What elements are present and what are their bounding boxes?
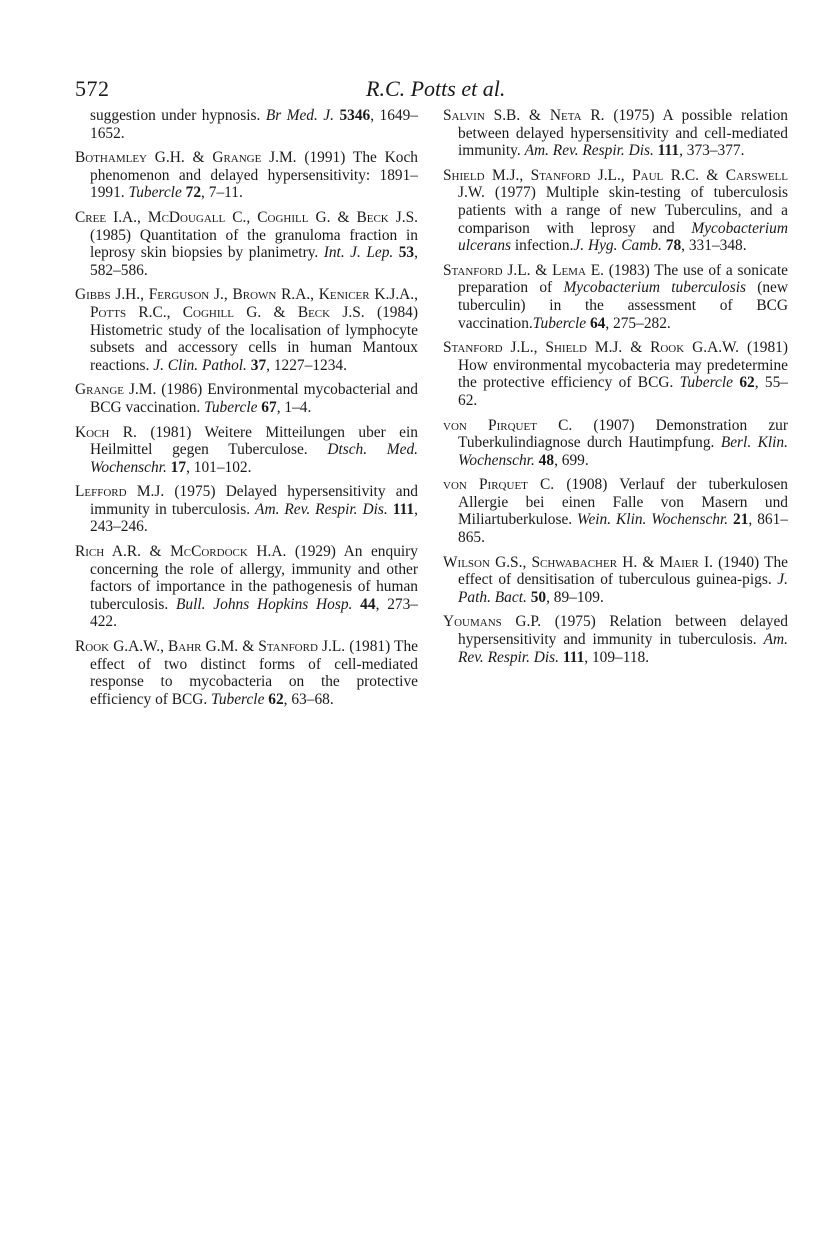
reference-pages: , 273–422. xyxy=(90,595,418,631)
reference-entry xyxy=(75,286,418,374)
reference-journal: Int. J. Lep. xyxy=(323,244,394,262)
reference-volume: 17 xyxy=(170,458,187,476)
reference-column-left xyxy=(75,107,418,715)
reference-volume: 62 xyxy=(268,690,284,708)
reference-authors: Rich A.R. & McCordock H.A. xyxy=(75,543,287,561)
reference-pages: , 582–586. xyxy=(90,244,418,279)
reference-journal: Br Med. J. xyxy=(265,107,334,124)
reference-volume: 72 xyxy=(185,184,202,202)
reference-title: (1984) Histometric study of the localisation of lymphocyte subsets and accessory cells in human Mantoux reactions. xyxy=(90,303,418,374)
reference-entry xyxy=(443,476,788,546)
reference-authors: Koch R. xyxy=(75,423,137,441)
reference-authors: Bothamley G.H. & Grange J.M. xyxy=(75,149,297,167)
reference-entry xyxy=(443,167,788,255)
reference-title: (1975) Relation between delayed hypersensitivity and immunity in tuberculosis. xyxy=(458,613,788,649)
reference-volume: 64 xyxy=(589,314,606,332)
reference-title: (1929) An enquiry concerning the role of allergy, immunity and other factors of importance in the pathogenesis of human tuberculosis. xyxy=(90,543,418,613)
reference-title: (1983) The use of a sonicate preparation of xyxy=(458,261,788,297)
reference-volume: 21 xyxy=(733,511,749,529)
reference-pages: , 55–62. xyxy=(458,374,788,409)
reference-volume: 78 xyxy=(665,237,682,255)
reference-journal: Am. Rev. Respir. Dis. xyxy=(255,500,388,518)
running-head: R.C. Potts et al. xyxy=(366,76,506,101)
reference-title: suggestion under hypnosis. xyxy=(90,107,261,124)
reference-italic-term: Mycobacterium ulcerans xyxy=(458,219,788,255)
reference-pages: , 89–109. xyxy=(546,588,604,606)
reference-title: (1981) Weitere Mitteilungen uber ein Heilmittel gegen Tuberculose. xyxy=(90,423,418,459)
reference-journal: J. Hyg. Camb. xyxy=(573,237,662,255)
reference-authors: Youmans G.P. xyxy=(443,613,542,631)
reference-journal: Wein. Klin. Wochenschr. xyxy=(577,511,729,529)
reference-pages: , 1649–1652. xyxy=(90,107,418,142)
reference-authors: Shield M.J., Stanford J.L., Paul R.C. & Carswell J.W. xyxy=(443,166,788,202)
reference-title: (1977) Multiple skin-testing of tuberculosis patients with a range of new Tuberculins, and a comparison with leprosy and xyxy=(458,184,788,237)
reference-title: (1940) The effect of densitisation of tuberculous guinea-pigs. xyxy=(458,553,788,589)
reference-entry xyxy=(75,107,418,142)
reference-pages: , 1–4. xyxy=(276,398,312,416)
reference-pages: , 699. xyxy=(554,451,589,469)
reference-title-cont: (new tuberculin) in the assessment of BCG vaccination. xyxy=(458,279,789,332)
reference-entry xyxy=(75,424,418,477)
reference-pages: , 1227–1234. xyxy=(266,356,347,374)
reference-volume: 111 xyxy=(562,648,585,666)
reference-journal: Tubercle xyxy=(128,184,182,202)
reference-title: (1981) The effect of two distinct forms of cell-mediated response to mycobacteria on the protective efficiency of BCG. xyxy=(90,638,418,708)
reference-title: (1975) Delayed hypersensitivity and immunity in tuberculosis. xyxy=(90,483,418,518)
reference-journal: Dtsch. Med. Wochenschr. xyxy=(90,441,418,476)
reference-volume: 62 xyxy=(739,374,755,392)
reference-pages: , 275–282. xyxy=(605,314,671,332)
reference-journal: Tubercle xyxy=(532,314,587,332)
reference-pages: , 7–11. xyxy=(201,184,243,202)
reference-pages: , 373–377. xyxy=(679,142,745,160)
reference-journal: Bull. Johns Hopkins Hosp. xyxy=(176,595,353,613)
reference-volume: 53 xyxy=(398,244,415,262)
reference-journal: J. Clin. Pathol. xyxy=(153,356,247,374)
reference-title: (1986) Environmental mycobacterial and BCG vaccination. xyxy=(90,381,418,416)
reference-title: (1991) The Koch phenomenon and delayed hypersensitivity: 1891–1991. xyxy=(90,149,419,202)
reference-authors: Wilson G.S., Schwabacher H. & Maier I. xyxy=(443,553,713,571)
reference-entry xyxy=(443,554,788,607)
reference-authors: Salvin S.B. & Neta R. xyxy=(443,107,605,124)
reference-volume: 37 xyxy=(250,356,267,374)
reference-title: (1975) A possible relation between delayed hypersensitivity and cell-mediated immunity. xyxy=(458,107,788,160)
reference-title: (1907) Demonstration zur Tuberkulindiagnose durch Hautimpfung. xyxy=(458,416,788,452)
reference-authors: Rook G.A.W., Bahr G.M. & Stanford J.L. xyxy=(75,638,346,656)
reference-title: (1985) Quantitation of the granuloma fraction in leprosy skin biopsies by planimetry. xyxy=(90,226,418,262)
reference-authors: Cree I.A., McDougall C., Coghill G. & Beck J.S. xyxy=(75,208,418,226)
reference-journal: Tubercle xyxy=(679,374,733,392)
reference-journal: Tubercle xyxy=(204,398,258,416)
reference-volume: 111 xyxy=(657,142,680,160)
reference-authors: Lefford M.J. xyxy=(75,483,165,501)
reference-journal: Am. Rev. Respir. Dis. xyxy=(458,631,788,666)
reference-title: (1908) Verlauf der tuberkulosen Allergie bei einen Falle von Masern und Miliartuberkulose. xyxy=(458,476,788,529)
reference-title-cont: infection. xyxy=(511,237,574,255)
reference-pages: , 109–118. xyxy=(584,648,650,666)
reference-entry xyxy=(75,483,418,536)
reference-journal: Berl. Klin. Wochenschr. xyxy=(458,434,788,469)
reference-entry xyxy=(443,262,788,332)
reference-pages: , 243–246. xyxy=(90,500,418,536)
reference-italic-term: Mycobacterium tuberculosis xyxy=(563,279,746,297)
reference-pages: , 63–68. xyxy=(283,690,334,708)
reference-entry xyxy=(75,149,418,202)
reference-entry xyxy=(75,543,418,631)
reference-volume: 111 xyxy=(392,500,415,518)
reference-title: (1981) How environmental mycobacteria may predetermine the protective efficiency of BCG. xyxy=(458,339,788,392)
reference-authors: von Pirquet C. xyxy=(443,416,573,434)
reference-authors: von Pirquet C. xyxy=(443,476,555,494)
page-number: 572 xyxy=(75,76,110,101)
reference-entry xyxy=(443,339,788,409)
reference-entry xyxy=(75,209,418,279)
reference-volume: 48 xyxy=(538,451,555,469)
reference-entry xyxy=(75,381,418,416)
reference-volume: 44 xyxy=(360,595,376,613)
reference-authors: Grange J.M. xyxy=(75,381,157,399)
reference-entry xyxy=(75,638,418,708)
reference-journal: J. Path. Bact. xyxy=(458,571,788,606)
reference-journal: Tubercle xyxy=(211,690,265,708)
reference-entry xyxy=(443,613,788,666)
reference-column-right xyxy=(443,107,788,673)
reference-volume: 67 xyxy=(261,398,277,416)
reference-authors: Stanford J.L. & Lema E. xyxy=(443,261,604,279)
reference-pages: , 331–348. xyxy=(681,237,747,255)
reference-authors: Stanford J.L., Shield M.J. & Rook G.A.W. xyxy=(443,339,740,357)
reference-journal: Am. Rev. Respir. Dis. xyxy=(524,142,654,160)
reference-authors: Gibbs J.H., Ferguson J., Brown R.A., Kenicer K.J.A., Potts R.C., Coghill G. & Beck J.S. xyxy=(75,286,418,321)
reference-volume: 5346 xyxy=(339,107,371,124)
reference-pages: , 101–102. xyxy=(186,458,252,476)
reference-entry xyxy=(443,107,788,160)
reference-pages: , 861–865. xyxy=(458,511,788,547)
reference-volume: 50 xyxy=(530,588,547,606)
reference-entry xyxy=(443,417,788,470)
